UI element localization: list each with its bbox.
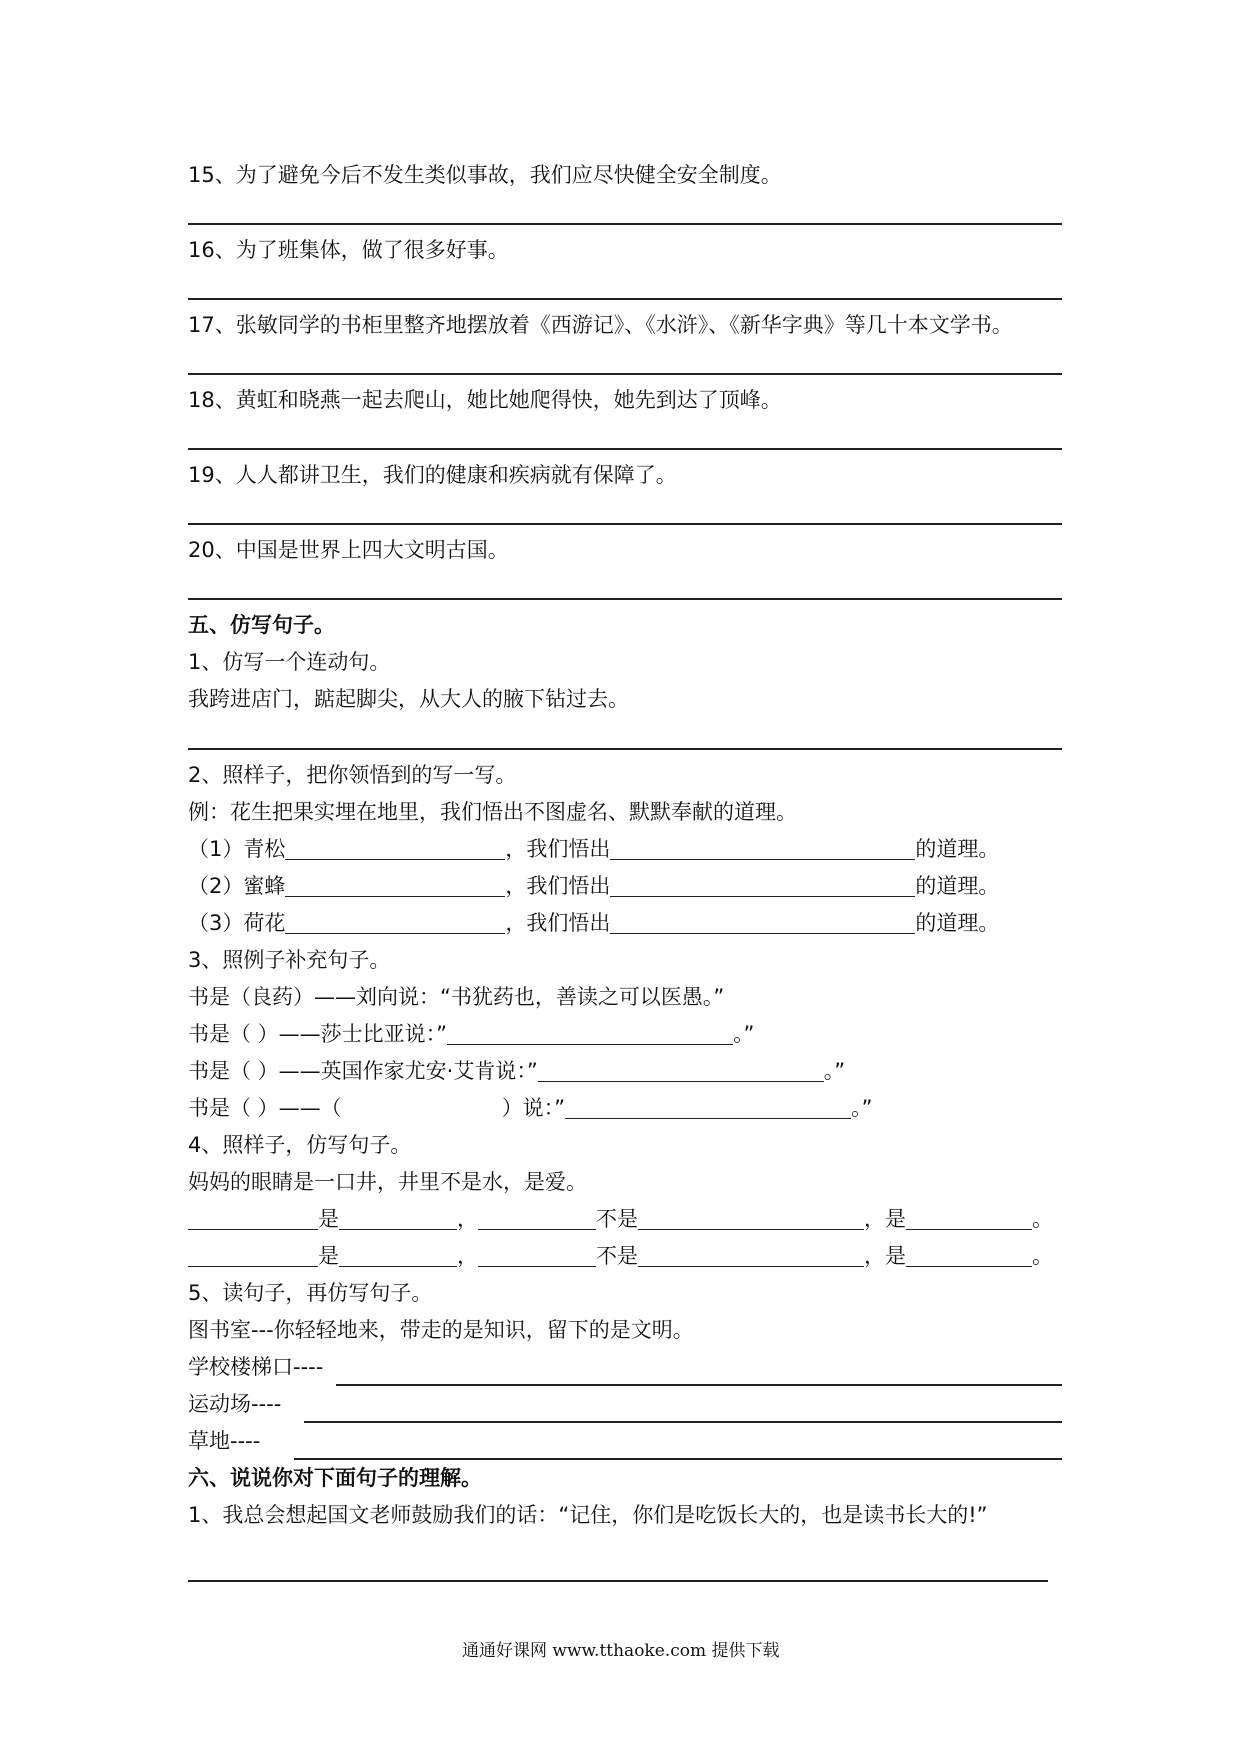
- section-5-item-5-title: 5、读句子，再仿写句子。: [188, 1281, 433, 1305]
- fill-row-prefix: （3）荷花: [188, 911, 286, 935]
- answer-line-6-1[interactable]: [188, 1580, 1048, 1582]
- section-5-item-2-example: 例：花生把果实埋在地里，我们悟出不图虚名、默默奉献的道理。: [188, 800, 797, 824]
- fill-row: [188, 1243, 1053, 1269]
- blank[interactable]: [339, 1244, 457, 1267]
- blank[interactable]: [638, 1207, 864, 1230]
- blank[interactable]: [906, 1244, 1032, 1267]
- fill-row-mid: ，我们悟出: [505, 837, 611, 861]
- section-5-item-3-example: 书是（良药）——刘向说：“书犹药也，善读之可以医愚。”: [188, 985, 725, 1009]
- fill-row: [188, 836, 999, 862]
- question-16: 16、为了班集体，做了很多好事。: [188, 238, 509, 262]
- fill-row: [188, 1095, 872, 1121]
- fill-row: [188, 873, 999, 899]
- blank[interactable]: [478, 1244, 596, 1267]
- fill-row-word: ，: [457, 1207, 478, 1231]
- question-19: 19、人人都讲卫生，我们的健康和疾病就有保障了。: [188, 463, 677, 487]
- section-5-item-1-example: 我跨进店门，踮起脚尖，从大人的腋下钻过去。: [188, 687, 629, 711]
- fill-row-word: ，是: [864, 1244, 906, 1268]
- item-5-label-a: 学校楼梯口----: [188, 1355, 324, 1379]
- fill-row-end: 的道理。: [915, 911, 1000, 935]
- section-5-item-4-title: 4、照样子，仿写句子。: [188, 1133, 412, 1157]
- fill-row-prefix: 书是（ ）——（: [188, 1096, 342, 1120]
- footer-credit: 通通好课网 www.tthaoke.com 提供下载: [462, 1641, 780, 1661]
- fill-row-end: 的道理。: [915, 874, 1000, 898]
- question-18: 18、黄虹和晓燕一起去爬山，她比她爬得快，她先到达了顶峰。: [188, 388, 782, 412]
- blank[interactable]: [638, 1244, 864, 1267]
- blank[interactable]: [610, 874, 915, 897]
- fill-row-end: 。”: [823, 1059, 846, 1083]
- question-20: 20、中国是世界上四大文明古国。: [188, 538, 509, 562]
- fill-row-prefix: 书是（ ）——莎士比亚说：”: [188, 1022, 448, 1046]
- fill-row-prefix: 书是（ ）——英国作家尤安·艾肯说：”: [188, 1059, 538, 1083]
- answer-line-5-5a[interactable]: [336, 1384, 1062, 1386]
- item-5-label-c: 草地----: [188, 1429, 261, 1453]
- fill-row-word: 是: [318, 1207, 339, 1231]
- fill-row-mid: ，我们悟出: [505, 911, 611, 935]
- section-5-item-5-example: 图书室---你轻轻地来，带走的是知识，留下的是文明。: [188, 1318, 694, 1342]
- blank[interactable]: [478, 1207, 596, 1230]
- fill-row: [188, 1021, 754, 1047]
- blank[interactable]: [447, 1022, 733, 1045]
- fill-row-end: 。”: [733, 1022, 755, 1046]
- blank[interactable]: [538, 1059, 824, 1082]
- answer-line-5-5b[interactable]: [304, 1421, 1062, 1423]
- fill-row-word: 是: [318, 1244, 339, 1268]
- fill-row-word: 不是: [596, 1244, 638, 1268]
- question-15: 15、为了避免今后不发生类似事故，我们应尽快健全安全制度。: [188, 163, 782, 187]
- answer-line-19[interactable]: [188, 523, 1062, 525]
- answer-line-18[interactable]: [188, 448, 1062, 450]
- fill-row-mid: ，我们悟出: [505, 874, 611, 898]
- blank[interactable]: [610, 837, 915, 860]
- blank[interactable]: [285, 911, 505, 934]
- section-5-item-2-title: 2、照样子，把你领悟到的写一写。: [188, 763, 517, 787]
- blank[interactable]: [906, 1207, 1032, 1230]
- section-6-item-1: 1、我总会想起国文老师鼓励我们的话：“记住，你们是吃饭长大的，也是读书长大的!”: [188, 1503, 988, 1527]
- blank[interactable]: [188, 1244, 318, 1267]
- section-5-item-4-example: 妈妈的眼睛是一口井，井里不是水，是爱。: [188, 1170, 587, 1194]
- answer-line-16[interactable]: [188, 298, 1062, 300]
- item-5-label-b: 运动场----: [188, 1392, 282, 1416]
- answer-line-5-5c[interactable]: [294, 1458, 1062, 1460]
- fill-row: [188, 1058, 845, 1084]
- blank[interactable]: [339, 1207, 457, 1230]
- blank[interactable]: [188, 1207, 318, 1230]
- blank[interactable]: [285, 874, 505, 897]
- fill-row-word: 不是: [596, 1207, 638, 1231]
- fill-row: [188, 910, 999, 936]
- fill-row: [188, 1206, 1053, 1232]
- answer-line-15[interactable]: [188, 223, 1062, 225]
- fill-row-word: 。: [1032, 1207, 1053, 1231]
- fill-row-end: 。”: [851, 1096, 873, 1120]
- section-5-item-1-title: 1、仿写一个连动句。: [188, 650, 391, 674]
- answer-line-5-1[interactable]: [188, 748, 1062, 750]
- fill-row-mid: ）说：”: [501, 1096, 566, 1120]
- blank[interactable]: [285, 837, 505, 860]
- section-5-item-3-title: 3、照例子补充句子。: [188, 948, 391, 972]
- blank[interactable]: [610, 911, 915, 934]
- fill-row-word: ，: [457, 1244, 478, 1268]
- question-17: 17、张敏同学的书柜里整齐地摆放着《西游记》、《水浒》、《新华字典》等几十本文学书。: [188, 313, 1013, 337]
- fill-row-prefix: （1）青松: [188, 837, 286, 861]
- fill-row-word: ，是: [864, 1207, 906, 1231]
- fill-row-end: 的道理。: [915, 837, 1000, 861]
- section-6-title: 六、说说你对下面句子的理解。: [188, 1466, 482, 1490]
- fill-row-word: 。: [1032, 1244, 1053, 1268]
- fill-row-prefix: （2）蜜蜂: [188, 874, 286, 898]
- blank[interactable]: [565, 1096, 851, 1119]
- answer-line-20[interactable]: [188, 598, 1062, 600]
- section-5-title: 五、仿写句子。: [188, 613, 335, 637]
- answer-line-17[interactable]: [188, 373, 1062, 375]
